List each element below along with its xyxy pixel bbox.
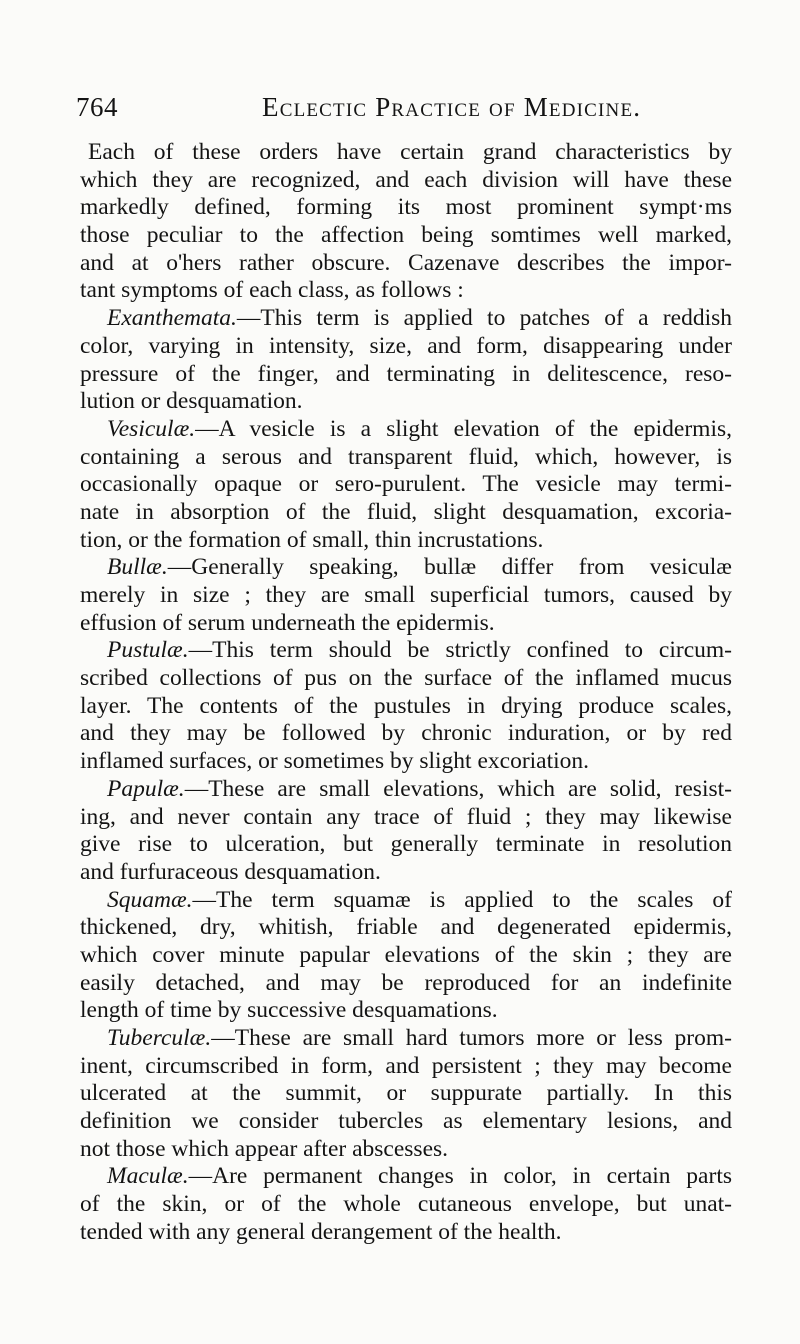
- line-text: lution or desquamation.: [80, 388, 303, 415]
- line-text: not those which appear after abscesses.: [80, 1135, 449, 1162]
- line-text: scribed collections of pus on the surface of the inflamed mucus: [80, 665, 732, 692]
- text-line: [80, 1219, 732, 1247]
- line-text: length of time by successive desquamations.: [80, 997, 498, 1024]
- line-text: merely in size ; they are small superficial tumors, caused by: [80, 582, 732, 608]
- line-text: —These are small hard tumors more or less prom-: [211, 1025, 732, 1051]
- term-label: Pustulæ.: [107, 637, 189, 664]
- term-label: Exanthemata.: [107, 305, 237, 332]
- line-text: inflamed surfaces, or sometimes by slight excoriation.: [80, 748, 590, 775]
- line-text: tant symptoms of each class, as follows :: [80, 277, 464, 304]
- line-text: which they are recognized, and each division will have these: [80, 166, 732, 193]
- text-line: [80, 831, 732, 859]
- line-text: those peculiar to the affection being somtimes well marked,: [80, 222, 732, 249]
- line-text: nate in absorption of the fluid, slight desquamation, excoria-: [80, 498, 732, 525]
- text-line: [80, 914, 732, 942]
- text-line: [80, 1191, 732, 1219]
- term-label: Maculæ.: [107, 1163, 189, 1190]
- line-text: definition we consider tubercles as elementary lesions, and: [80, 1108, 732, 1135]
- text-line: [80, 942, 732, 970]
- text-line: [80, 804, 732, 832]
- text-line: [80, 970, 732, 998]
- line-text: —This term is applied to patches of a reddish: [236, 305, 732, 332]
- line-text: and at o'hers rather obscure. Cazenave describes the impor-: [80, 249, 732, 276]
- page-header: [76, 92, 726, 126]
- text-line: [80, 388, 732, 416]
- text-line: [80, 997, 732, 1025]
- text-line: [80, 582, 732, 610]
- text-line: [80, 444, 732, 472]
- line-text: —These are small elevations, which are solid, resist-: [184, 775, 732, 802]
- line-text: occasionally opaque or sero-purulent. The vesicle may termi-: [80, 471, 732, 498]
- text-line: [80, 693, 732, 721]
- term-label: Vesiculæ.: [107, 415, 196, 442]
- paragraph-heading-line: [80, 305, 732, 333]
- line-text: easily detached, and may be reproduced for an indefinite: [80, 969, 732, 996]
- line-text: which cover minute papular elevations of the skin ; they are: [80, 941, 732, 968]
- paragraph-heading-line: [80, 416, 732, 444]
- line-text: of the skin, or of the whole cutaneous envelope, but unat-: [80, 1191, 732, 1218]
- term-label: Tuberculæ.: [107, 1025, 212, 1051]
- term-label: Bullæ.: [107, 554, 168, 581]
- line-text: —Generally speaking, bullæ differ from vesiculæ: [167, 554, 732, 581]
- text-line: [80, 222, 732, 250]
- text-line: [80, 194, 732, 222]
- line-text: layer. The contents of the pustules in drying produce scales,: [80, 692, 732, 719]
- line-text: ing, and never contain any trace of fluid ; they may likewise: [80, 803, 732, 830]
- text-line: [80, 1108, 732, 1136]
- line-text: ulcerated at the summit, or suppurate partially. In this: [80, 1080, 732, 1107]
- line-text: —This term should be strictly confined to circum-: [188, 637, 732, 664]
- text-line: [80, 665, 732, 693]
- line-text: tended with any general derangement of the health.: [80, 1218, 562, 1245]
- text-line: [80, 748, 732, 776]
- line-text: pressure of the finger, and terminating in delitescence, reso-: [80, 360, 732, 387]
- line-text: —The term squamæ is applied to the scales of: [192, 886, 732, 913]
- line-text: tion, or the formation of small, thin incrustations.: [80, 526, 544, 553]
- body-text: [80, 139, 732, 1247]
- paragraph-heading-line: [80, 776, 732, 804]
- line-text: —A vesicle is a slight elevation of the epidermis,: [195, 415, 732, 442]
- line-text: color, varying in intensity, size, and form, disappearing under: [80, 332, 732, 359]
- line-text: effusion of serum underneath the epidermis.: [80, 609, 495, 636]
- text-line: [80, 333, 732, 361]
- text-line: [80, 527, 732, 555]
- text-line: [80, 361, 732, 389]
- text-line: [80, 859, 732, 887]
- paragraph-heading-line: [80, 554, 732, 582]
- text-line: [80, 499, 732, 527]
- line-text: thickened, dry, whitish, friable and degenerated epidermis,: [80, 914, 732, 941]
- paragraph-heading-line: [80, 1163, 732, 1191]
- line-text: give rise to ulceration, but generally terminate in resolution: [80, 831, 732, 858]
- paragraph-heading-line: [80, 1025, 732, 1053]
- paragraph-heading-line: [80, 887, 732, 915]
- line-text: markedly defined, forming its most prominent sympt·ms: [80, 194, 732, 221]
- line-text: and they may be followed by chronic induration, or by red: [80, 720, 732, 747]
- line-text: and furfuraceous desquamation.: [80, 858, 381, 885]
- line-text: inent, circumscribed in form, and persistent ; they may become: [80, 1052, 732, 1079]
- text-line: [80, 1053, 732, 1081]
- line-text: containing a serous and transparent fluid, which, however, is: [80, 443, 732, 470]
- text-line: [80, 250, 732, 278]
- paragraph-heading-line: [80, 637, 732, 665]
- text-line: [80, 1080, 732, 1108]
- text-line: [80, 139, 732, 167]
- line-text: —Are permanent changes in color, in certain parts: [188, 1163, 732, 1190]
- text-line: [80, 277, 732, 305]
- text-line: [80, 1136, 732, 1164]
- text-line: [80, 167, 732, 195]
- term-label: Squamæ.: [107, 886, 193, 913]
- term-label: Papulæ.: [107, 775, 185, 802]
- running-head: Eclectic Practice of Medicine.: [262, 92, 642, 122]
- text-line: [80, 720, 732, 748]
- page-number: 764: [76, 92, 118, 122]
- text-line: [80, 610, 732, 638]
- text-line: [80, 471, 732, 499]
- line-text: Each of these orders have certain grand characteristics by: [88, 139, 732, 165]
